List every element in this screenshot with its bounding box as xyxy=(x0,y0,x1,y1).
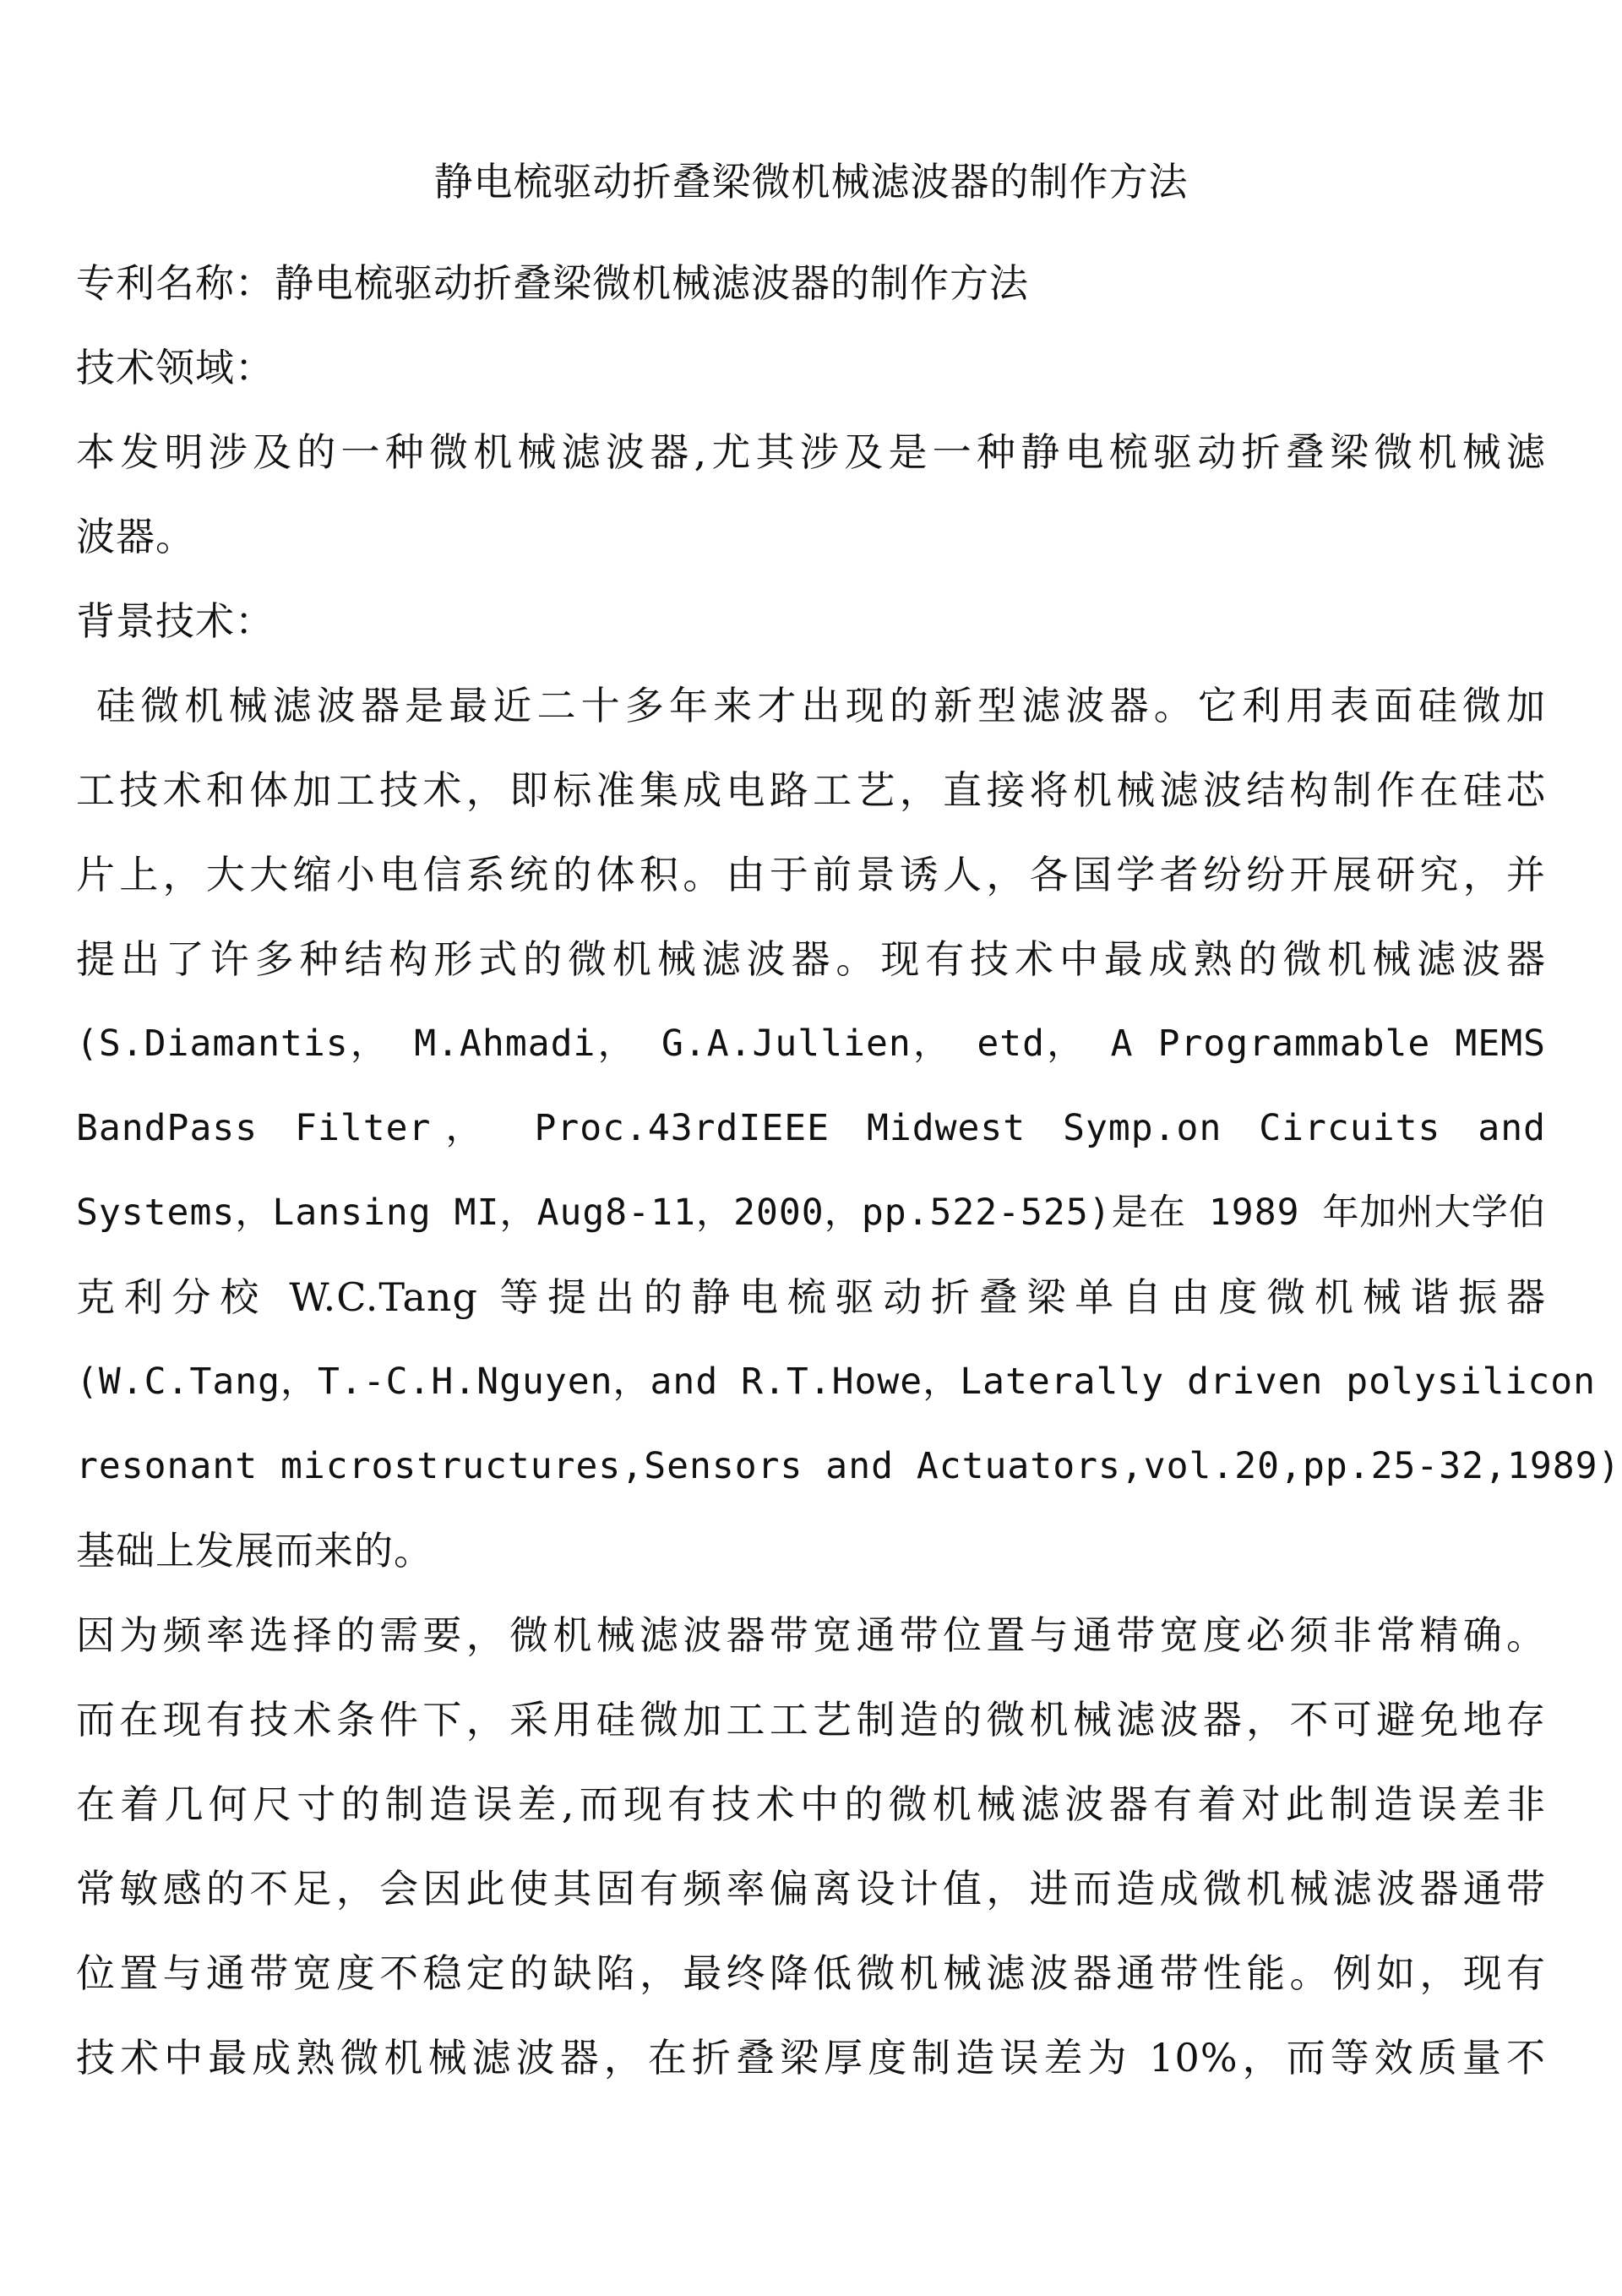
paragraph-line: 波器。 xyxy=(76,514,195,559)
paragraph-line: 硅微机械滤波器是最近二十多年来才出现的新型滤波器。它利用表面硅微加 xyxy=(96,683,1546,728)
paragraph-line: 常敏感的不足，会因此使其固有频率偏离设计值，进而造成微机械滤波器通带 xyxy=(76,1866,1546,1912)
citation-line: resonant microstructures,Sensors and Actuators,vol.20,pp.25-32,1989) xyxy=(76,1445,1621,1487)
paragraph-line: 位置与通带宽度不稳定的缺陷，最终降低微机械滤波器通带性能。例如，现有 xyxy=(76,1950,1546,1996)
section-heading-field: 技术领域： xyxy=(76,345,275,390)
citation-line: (S.Diamantis， M.Ahmadi， G.A.Jullien， etd， A Programmable MEMS xyxy=(76,1023,1546,1065)
paragraph-line: 克利分校 W.C.Tang 等提出的静电梳驱动折叠梁单自由度微机械谐振器 xyxy=(76,1274,1546,1320)
paragraph-line: 提出了许多种结构形式的微机械滤波器。现有技术中最成熟的微机械滤波器 xyxy=(76,936,1546,982)
paragraph-line: 本发明涉及的一种微机械滤波器,尤其涉及是一种静电梳驱动折叠梁微机械滤 xyxy=(76,429,1546,475)
paragraph-line: 在着几何尺寸的制造误差,而现有技术中的微机械滤波器有着对此制造误差非 xyxy=(76,1781,1546,1827)
document-title: 静电梳驱动折叠梁微机械滤波器的制作方法 xyxy=(433,159,1189,205)
paragraph-line: 因为频率选择的需要，微机械滤波器带宽通带位置与通带宽度必须非常精确。 xyxy=(76,1612,1546,1658)
document-page xyxy=(76,156,1621,2100)
citation-line: BandPass Filter， Proc.43rdIEEE Midwest Symp.on Circuits and xyxy=(76,1107,1546,1149)
paragraph-line: 片上，大大缩小电信系统的体积。由于前景诱人，各国学者纷纷开展研究，并 xyxy=(76,852,1546,897)
paragraph-line: 技术中最成熟微机械滤波器，在折叠梁厚度制造误差为 10%，而等效质量不 xyxy=(76,2035,1546,2081)
paragraph-line: 基础上发展而来的。 xyxy=(76,1528,433,1573)
paragraph-line: 工技术和体加工技术，即标准集成电路工艺，直接将机械滤波结构制作在硅芯 xyxy=(76,767,1546,813)
citation-line: (W.C.Tang，T.-C.H.Nguyen，and R.T.Howe，Laterally driven polysilicon xyxy=(76,1361,1597,1403)
paragraph-line: 而在现有技术条件下，采用硅微加工工艺制造的微机械滤波器，不可避免地存 xyxy=(76,1697,1546,1742)
citation-line: Systems，Lansing MI，Aug8-11，2000，pp.522-525)是在 1989 年加州大学伯 xyxy=(76,1192,1546,1234)
patent-name-line: 专利名称：静电梳驱动折叠梁微机械滤波器的制作方法 xyxy=(76,260,1029,306)
section-heading-background: 背景技术： xyxy=(76,598,275,644)
